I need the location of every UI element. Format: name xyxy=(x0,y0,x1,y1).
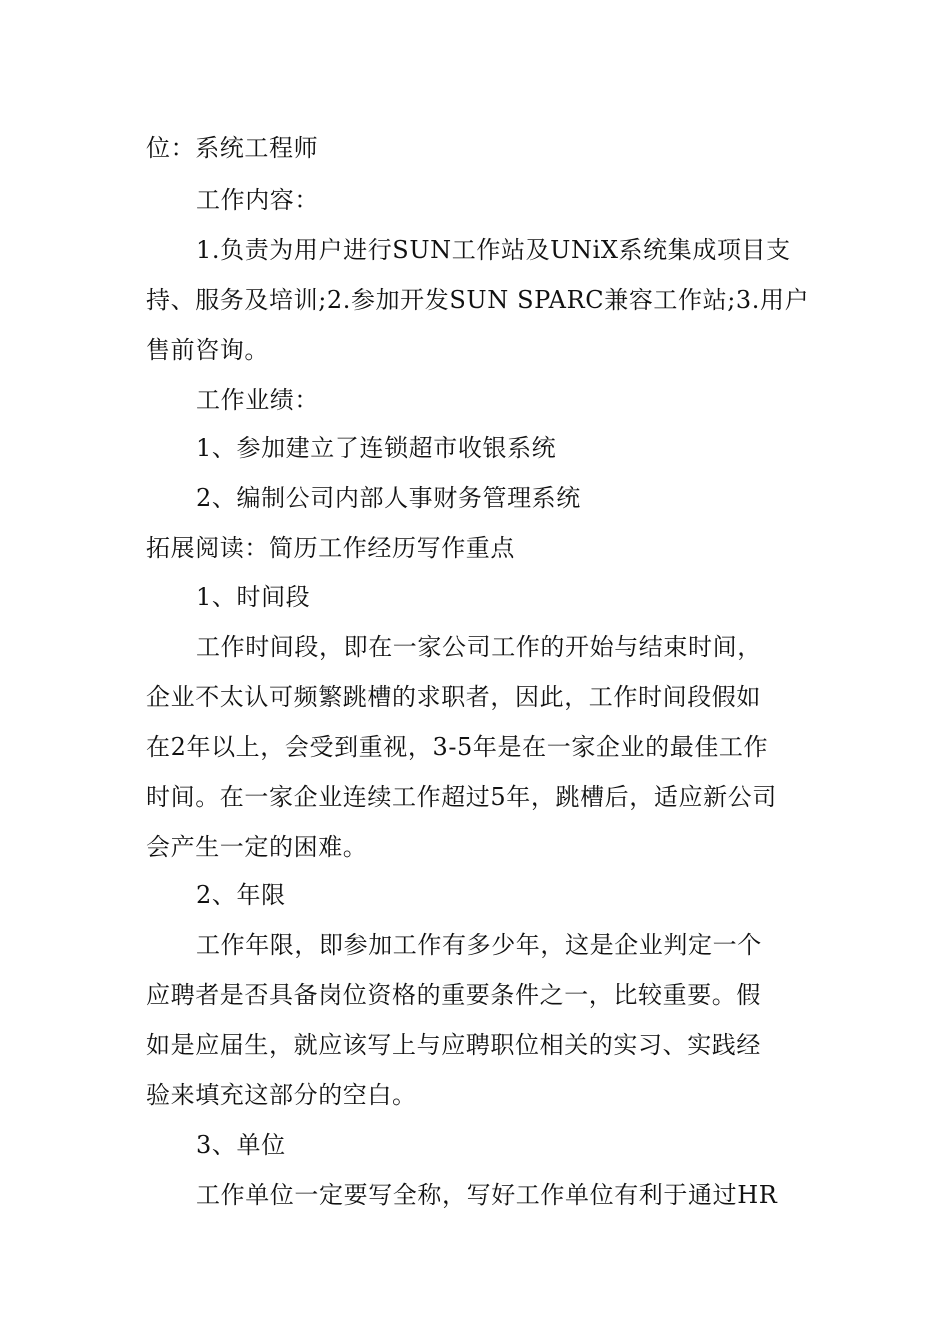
line-achievement-1: 1、参加建立了连锁超市收银系统 xyxy=(196,434,557,462)
line-job-content-1: 1.负责为用户进行SUN工作站及UNiX系统集成项目支 xyxy=(196,236,791,264)
line-job-content-3: 售前咨询。 xyxy=(146,336,269,364)
line-position-title: 位：系统工程师 xyxy=(146,134,319,162)
line-section-3-heading: 3、单位 xyxy=(196,1131,286,1159)
line-section-1-para-2: 企业不太认可频繁跳槽的求职者，因此，工作时间段假如 xyxy=(146,683,761,711)
line-extended-reading: 拓展阅读：简历工作经历写作重点 xyxy=(146,534,515,562)
line-achievements-heading: 工作业绩： xyxy=(196,386,319,414)
line-section-1-para-1: 工作时间段，即在一家公司工作的开始与结束时间， xyxy=(196,633,762,661)
line-section-2-para-1: 工作年限，即参加工作有多少年，这是企业判定一个 xyxy=(196,931,762,959)
line-section-1-heading: 1、时间段 xyxy=(196,583,311,611)
line-job-content-2: 持、服务及培训;2.参加开发SUN SPARC兼容工作站;3.用户 xyxy=(146,286,810,314)
line-section-1-para-3: 在2年以上，会受到重视，3-5年是在一家企业的最佳工作 xyxy=(146,733,769,761)
line-achievement-2: 2、编制公司内部人事财务管理系统 xyxy=(196,484,581,512)
line-section-2-heading: 2、年限 xyxy=(196,881,286,909)
line-section-2-para-4: 验来填充这部分的空白。 xyxy=(146,1081,417,1109)
line-job-content-heading: 工作内容： xyxy=(196,186,319,214)
line-section-1-para-5: 会产生一定的困难。 xyxy=(146,833,368,861)
line-section-3-para-1: 工作单位一定要写全称，写好工作单位有利于通过HR xyxy=(196,1181,778,1209)
line-section-2-para-3: 如是应届生，就应该写上与应聘职位相关的实习、实践经 xyxy=(146,1031,761,1059)
line-section-2-para-2: 应聘者是否具备岗位资格的重要条件之一，比较重要。假 xyxy=(146,981,761,1009)
line-section-1-para-4: 时间。在一家企业连续工作超过5年，跳槽后，适应新公司 xyxy=(146,783,777,811)
